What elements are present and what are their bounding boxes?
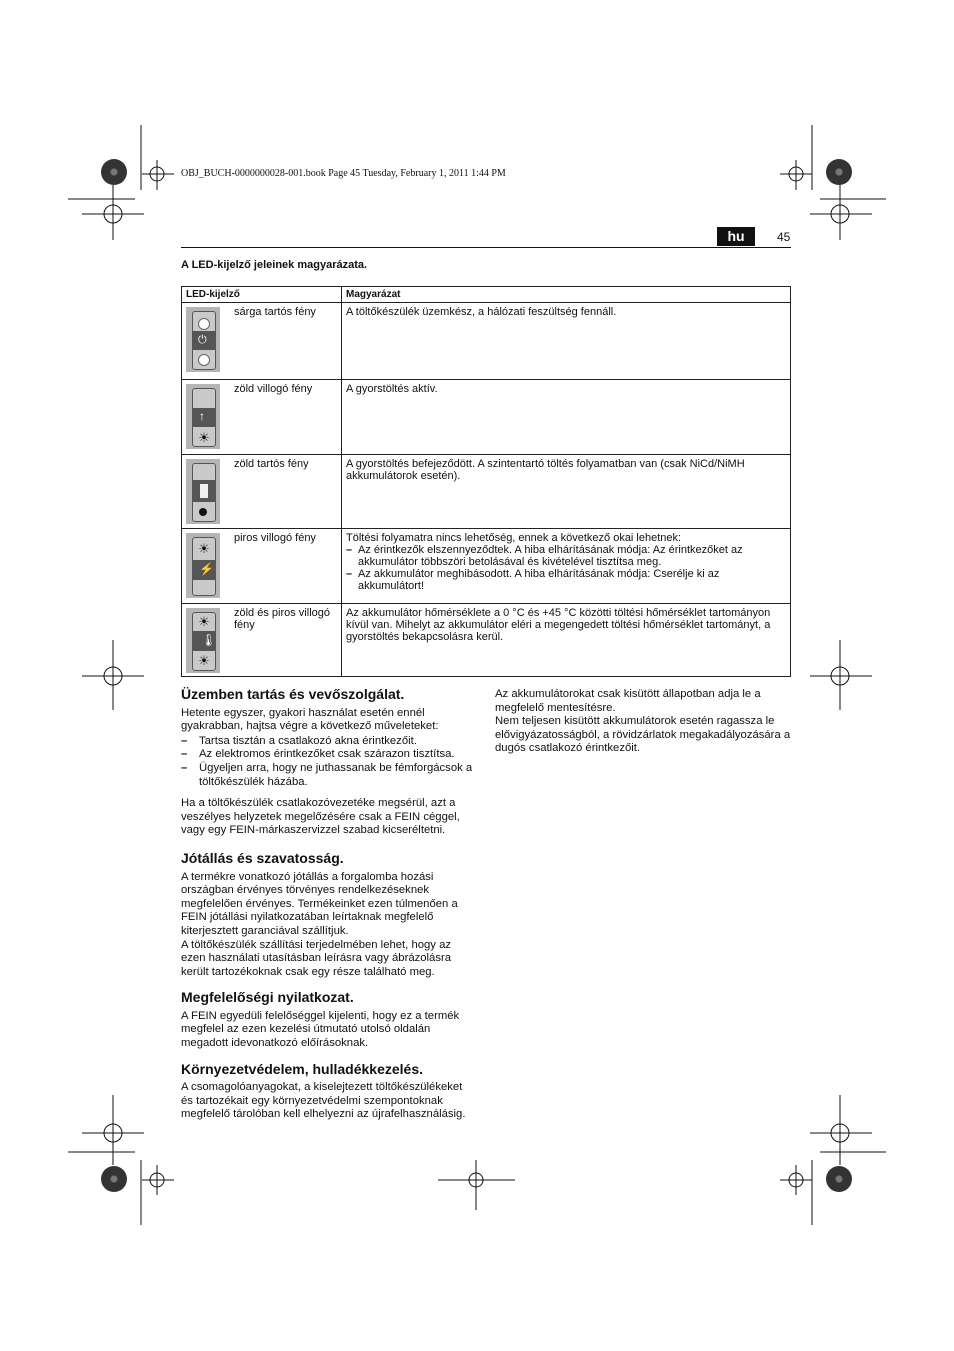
section-heading: Környezetvédelem, hulladékkezelés. [181,1060,423,1077]
cause-list [346,544,786,592]
file-header: OBJ_BUCH-0000000028-001.book Page 45 Tuesday, February 1, 2011 1:44 PM [181,168,506,179]
column-header-explanation: Magyarázat [342,287,791,303]
led-explanation: A gyorstöltés aktív. [342,380,791,455]
led-panel-green-blinking-icon: ↑ ☀ [186,384,220,449]
led-label: sárga tartós fény [234,306,316,318]
table-row [182,455,791,529]
paragraph: Ha a töltőkészülék csatlakozóvezetéke megsérül, azt a veszélyes helyzetek megelőzésére csak a FEIN céggel, vagy egy FEIN-márkaszervizzel szabad kicseréltetni. [181,797,460,837]
registration-disk [826,1166,852,1192]
table-row [182,529,791,604]
registration-disk [101,1166,127,1192]
blinking-led-icon: ☀ [198,614,210,629]
table-caption: A LED-kijelző jeleinek magyarázata. [181,259,368,271]
right-column [495,688,791,756]
led-label: piros villogó fény [234,532,316,544]
led-explanation: A gyorstöltés befejeződött. A szintentartó töltés folyamatban van (csak NiCd/NiMH akkumulátorok esetén). [342,455,791,529]
blinking-led-icon: ☀ [198,430,210,445]
list-item: – Tartsa tisztán a csatlakozó akna érintkezőit. [181,735,477,749]
led-table [181,286,791,677]
registration-disk [826,159,852,185]
paragraph: Hetente egyszer, gyakori használat esetén ennél gyakrabban, hajtsa végre a következő műveleteket: [181,706,439,733]
maintenance-list [181,735,477,789]
paragraph: Az akkumulátorokat csak kisütött állapotban adja le a megfelelő mentesítésre. [495,688,761,714]
paragraph: A csomagolóanyagokat, a kiselejtezett töltőkészülékeket és tartozékait egy környezetvédelmi szempontoknak megfelelő tárolóban kell elhelyezni az újrafelhasználásig. [181,1081,466,1121]
led-explanation: A töltőkészülék üzemkész, a hálózati feszültség fennáll. [342,303,791,380]
section-heading: Jótállás és szavatosság. [181,849,344,866]
led-panel-green-red-blinking-icon: ☀ 🌡 ☀ [186,608,220,673]
section-heading: Üzemben tartás és vevőszolgálat. [181,686,405,702]
paragraph: A termékre vonatkozó jótállás a forgalomba hozási országban érvényes törvényes rendelkezéseknek megfelelően érvényes. Termékeinket ezen túlmenően a FEIN jótállási nyilatkozatában leírtaknak megfelelő kiterjesztett garanciával szállítjuk. [181,870,458,937]
registration-disk [101,159,127,185]
list-item: – Ügyeljen arra, hogy ne juthassanak be fémforgácsok a töltőkészülék házába. [181,762,477,789]
blinking-led-icon: ☀ [198,653,210,668]
section-heading: Megfelelőségi nyilatkozat. [181,989,354,1006]
list-item: – Az érintkezők elszennyeződtek. A hiba elhárításának módja: Az érintkezőket az akkumulátor többszöri betolásával és kivételével tisztítsa meg. [346,544,786,568]
list-item: – Az elektromos érintkezőket csak szárazon tisztítsa. [181,748,477,762]
paragraph: A FEIN egyedüli felelőséggel kijelenti, hogy ez a termék megfelel az ezen kezelési útmutató utolsó oldalán megadott idevonatkozó előírásoknak. [181,1009,460,1050]
led-explanation-intro: Töltési folyamatra nincs lehetőség, ennek a következő okai lehetnek: [346,532,682,544]
paragraph: A töltőkészülék szállítási terjedelmében lehet, hogy az ezen használati utasításban leírásra vagy ábrázolásra került tartozékoknak csak egy része található meg. [181,938,452,978]
table-header-row [182,287,791,303]
language-badge: hu [717,227,755,246]
table-row [182,604,791,677]
led-explanation: Az akkumulátor hőmérséklete a 0 °C és +45 °C közötti töltési hőmérséklet tartományon kívül van. Mihelyt az akkumulátor eléri a megengedett töltési hőmérséklet tartományt, a gyorstöltés bekapcsolásra kerül. [342,604,791,677]
led-label: zöld tartós fény [234,458,309,470]
led-panel-green-steady-icon [186,459,220,524]
column-header-led: LED-kijelző [182,287,342,303]
led-label: zöld villogó fény [234,383,313,395]
left-column [181,688,477,1122]
led-panel-yellow-power-icon: ⏻ [186,307,220,372]
header-rule [181,247,791,248]
list-item: – Az akkumulátor meghibásodott. A hiba elhárításának módja: Cserélje ki az akkumulátort! [346,568,786,592]
paragraph: Nem teljesen kisütött akkumulátorok esetén ragassza le elővigyázatosságból, a rövidzárlatok megakadályozására a dugós csatlakozó érintkezőit. [495,715,791,755]
led-label: zöld és piros villogó fény [234,607,330,631]
table-row [182,380,791,455]
table-row [182,303,791,380]
led-panel-red-blinking-icon: ☀ ⚡ [186,533,220,598]
page-number: 45 [777,230,791,244]
blinking-led-icon: ☀ [198,541,210,556]
